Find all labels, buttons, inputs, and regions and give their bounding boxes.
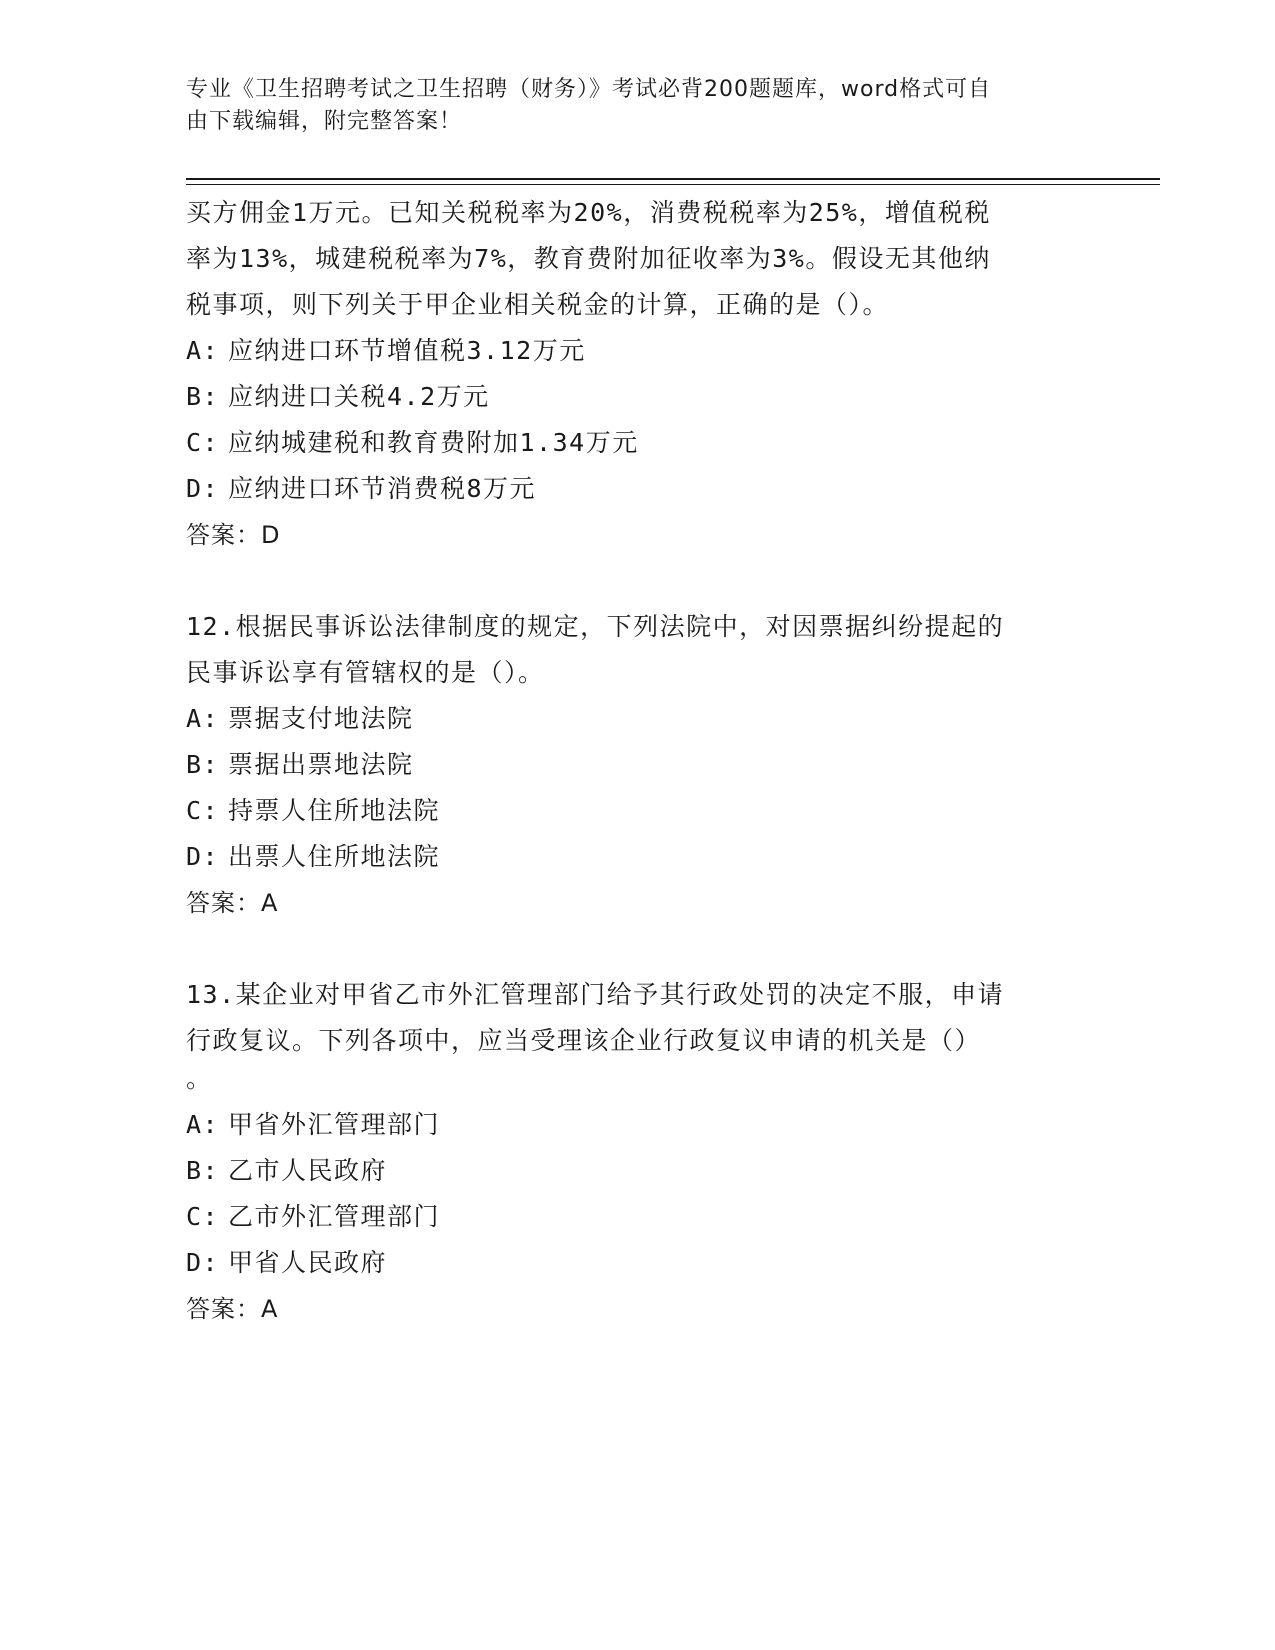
option-text: 票据支付地法院: [228, 704, 414, 733]
header-line-2: 由下载编辑，附完整答案！: [186, 109, 463, 134]
option-letter: B:: [186, 750, 220, 779]
option-text: 乙市外汇管理部门: [228, 1202, 441, 1231]
question-12-answer: 答案：A: [186, 889, 279, 917]
question-13-stem-line-2: 行政复议。下列各项中，应当受理该企业行政复议申请的机关是（）: [186, 1026, 982, 1055]
option-letter: B:: [186, 1156, 220, 1185]
question-13-answer: 答案：A: [186, 1295, 279, 1323]
question-11-answer: 答案：D: [186, 521, 281, 549]
option-text: 应纳进口关税4.2万元: [228, 382, 490, 411]
option-text: 票据出票地法院: [228, 750, 414, 779]
question-13-option-c: [186, 1194, 1086, 1240]
header-divider-thin: [186, 184, 1160, 185]
question-11-option-a: [186, 328, 1086, 374]
question-12: [186, 604, 1086, 926]
question-12-stem-line-2: 民事诉讼享有管辖权的是（）。: [186, 658, 545, 687]
header-divider-thick: [186, 178, 1160, 180]
option-letter: C:: [186, 796, 220, 825]
header-line-1: 专业《卫生招聘考试之卫生招聘（财务）》考试必背200题题库，word格式可自: [186, 77, 992, 102]
option-text: 出票人住所地法院: [228, 842, 441, 871]
option-letter: D:: [186, 474, 220, 503]
question-13-stem-line-1: 13.某企业对甲省乙市外汇管理部门给予其行政处罚的决定不服，申请: [186, 980, 1005, 1009]
option-letter: A:: [186, 704, 220, 733]
question-11-stem-line-1: 买方佣金1万元。已知关税税率为20%，消费税税率为25%，增值税税: [186, 198, 991, 227]
option-text: 乙市人民政府: [228, 1156, 388, 1185]
question-13: [186, 972, 1086, 1332]
option-text: 应纳进口环节消费税8万元: [228, 474, 537, 503]
option-text: 持票人住所地法院: [228, 796, 441, 825]
question-11-option-c: [186, 420, 1086, 466]
spacer: [186, 558, 1086, 604]
question-11-option-d: [186, 466, 1086, 512]
option-text: 甲省外汇管理部门: [228, 1110, 441, 1139]
option-letter: D:: [186, 842, 220, 871]
question-13-option-d: [186, 1240, 1086, 1286]
question-11: [186, 190, 1086, 558]
page-header: [186, 74, 1066, 138]
option-text: 应纳进口环节增值税3.12万元: [228, 336, 586, 365]
option-letter: A:: [186, 1110, 220, 1139]
option-letter: D:: [186, 1248, 220, 1277]
option-letter: A:: [186, 336, 220, 365]
option-letter: C:: [186, 1202, 220, 1231]
option-letter: B:: [186, 382, 220, 411]
question-12-option-b: [186, 742, 1086, 788]
question-11-option-b: [186, 374, 1086, 420]
question-12-option-c: [186, 788, 1086, 834]
option-letter: C:: [186, 428, 220, 457]
spacer: [186, 926, 1086, 972]
option-text: 甲省人民政府: [228, 1248, 388, 1277]
question-13-option-a: [186, 1102, 1086, 1148]
question-12-option-a: [186, 696, 1086, 742]
question-11-stem-line-2: 率为13%，城建税税率为7%，教育费附加征收率为3%。假设无其他纳: [186, 244, 991, 273]
option-text: 应纳城建税和教育费附加1.34万元: [228, 428, 639, 457]
question-12-stem-line-1: 12.根据民事诉讼法律制度的规定，下列法院中，对因票据纠纷提起的: [186, 612, 1005, 641]
question-11-stem-line-3: 税事项，则下列关于甲企业相关税金的计算，正确的是（）。: [186, 290, 890, 319]
question-13-option-b: [186, 1148, 1086, 1194]
question-13-stem-line-3: 。: [186, 1064, 213, 1093]
question-12-option-d: [186, 834, 1086, 880]
question-list: [186, 190, 1086, 1332]
